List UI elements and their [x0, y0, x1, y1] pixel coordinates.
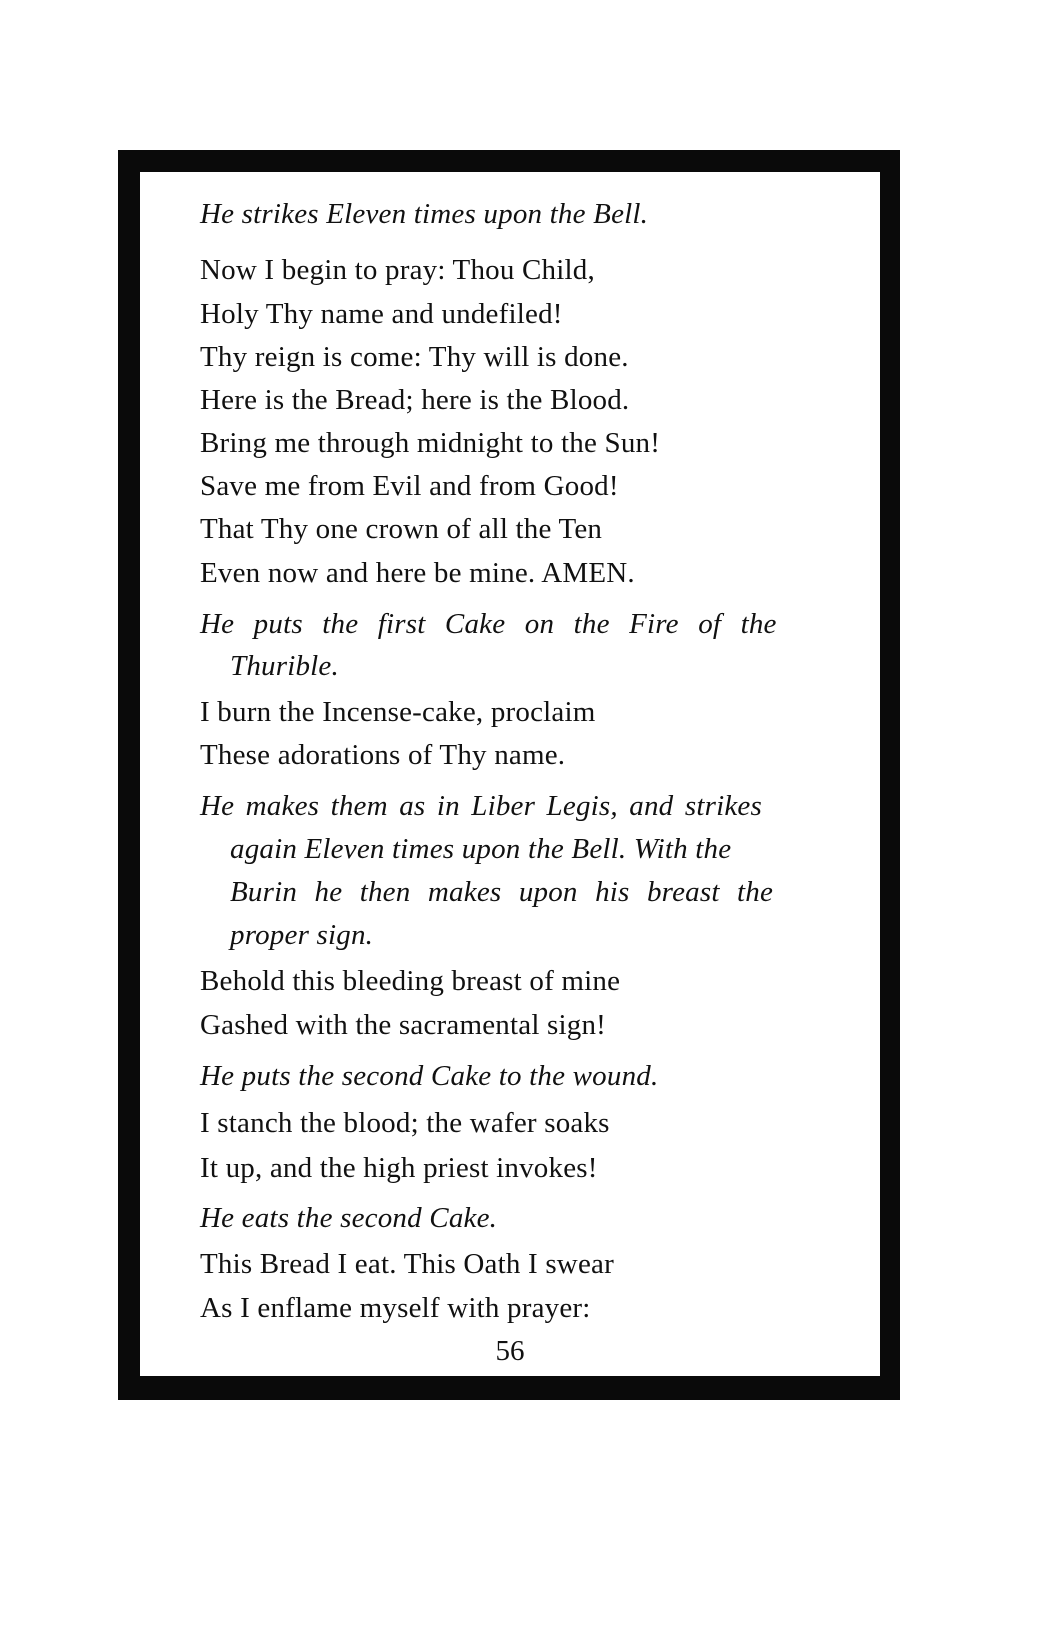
- verse-line: This Bread I eat. This Oath I swear: [200, 1248, 614, 1280]
- verse-line: I stanch the blood; the wafer soaks: [200, 1107, 610, 1139]
- verse-line: That Thy one crown of all the Ten: [200, 513, 603, 545]
- verse-line: It up, and the high priest invokes!: [200, 1152, 598, 1184]
- verse-line: Thy reign is come: Thy will is done.: [200, 341, 629, 373]
- verse-line: As I enflame myself with prayer:: [200, 1292, 591, 1324]
- verse-line: I burn the Incense-cake, proclaim: [200, 696, 596, 728]
- verse-line: Holy Thy name and undefiled!: [200, 298, 563, 330]
- stage-direction-continuation: again Eleven times upon the Bell. With the: [230, 833, 732, 865]
- verse-line: Here is the Bread; here is the Blood.: [200, 384, 630, 416]
- stage-direction-continuation: Burin he then makes upon his breast the: [230, 876, 774, 908]
- stage-direction: He makes them as in Liber Legis, and strikes: [200, 790, 762, 822]
- verse-line: Now I begin to pray: Thou Child,: [200, 254, 595, 286]
- verse-line: Bring me through midnight to the Sun!: [200, 427, 661, 459]
- stage-direction: He puts the first Cake on the Fire of the: [200, 608, 777, 640]
- stage-direction: He eats the second Cake.: [200, 1202, 498, 1234]
- stage-direction: He puts the second Cake to the wound.: [200, 1060, 659, 1092]
- stage-direction-continuation: proper sign.: [230, 919, 374, 951]
- stage-direction: He strikes Eleven times upon the Bell.: [200, 198, 649, 230]
- verse-line: Gashed with the sacramental sign!: [200, 1009, 607, 1041]
- verse-line: Even now and here be mine. AMEN.: [200, 557, 635, 589]
- verse-line: These adorations of Thy name.: [200, 739, 566, 771]
- verse-line: Save me from Evil and from Good!: [200, 470, 619, 502]
- page-number: 56: [495, 1335, 525, 1367]
- verse-line: Behold this bleeding breast of mine: [200, 965, 621, 997]
- stage-direction-continuation: Thurible.: [230, 650, 339, 682]
